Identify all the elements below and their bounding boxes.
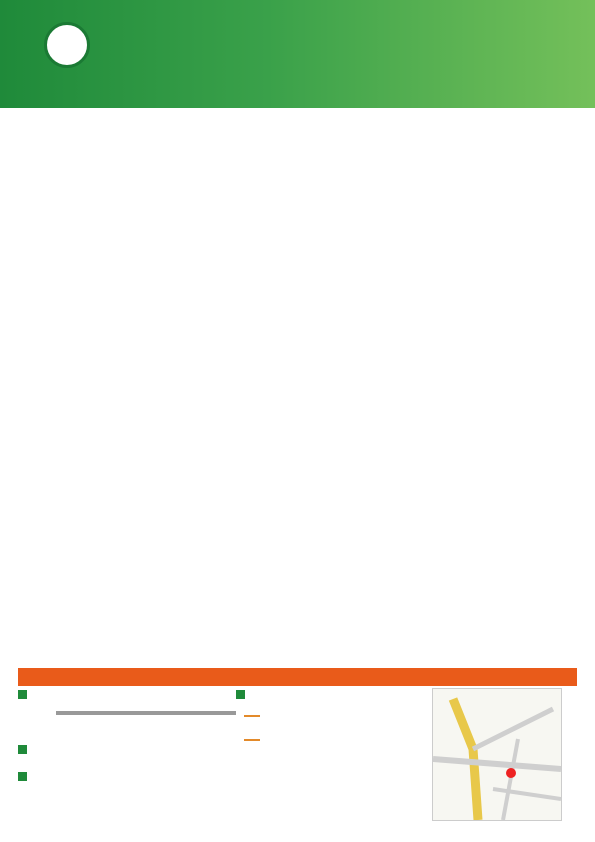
square-bullet-icon xyxy=(18,690,27,699)
square-bullet-icon xyxy=(18,745,27,754)
shuttle-info xyxy=(236,690,432,824)
phone-row xyxy=(18,745,37,754)
map-svg xyxy=(433,689,561,820)
header-banner xyxy=(0,0,595,108)
location-map xyxy=(432,688,562,821)
shuttle-title xyxy=(236,690,432,699)
address-label xyxy=(18,772,31,781)
service-hours-table xyxy=(56,711,236,715)
trauma-banner xyxy=(18,668,577,686)
schedule-table xyxy=(0,108,595,660)
square-bullet-icon xyxy=(18,772,27,781)
clinic-logo xyxy=(44,22,90,68)
shuttle-time-label xyxy=(244,739,260,741)
square-bullet-icon xyxy=(236,690,245,699)
service-hours-label xyxy=(18,690,233,699)
hours-night xyxy=(176,713,236,715)
info-left xyxy=(18,690,233,824)
hours-pm xyxy=(116,713,176,715)
driver-label xyxy=(244,715,260,717)
hours-am xyxy=(56,713,116,715)
clinic-pin-icon xyxy=(506,768,516,778)
